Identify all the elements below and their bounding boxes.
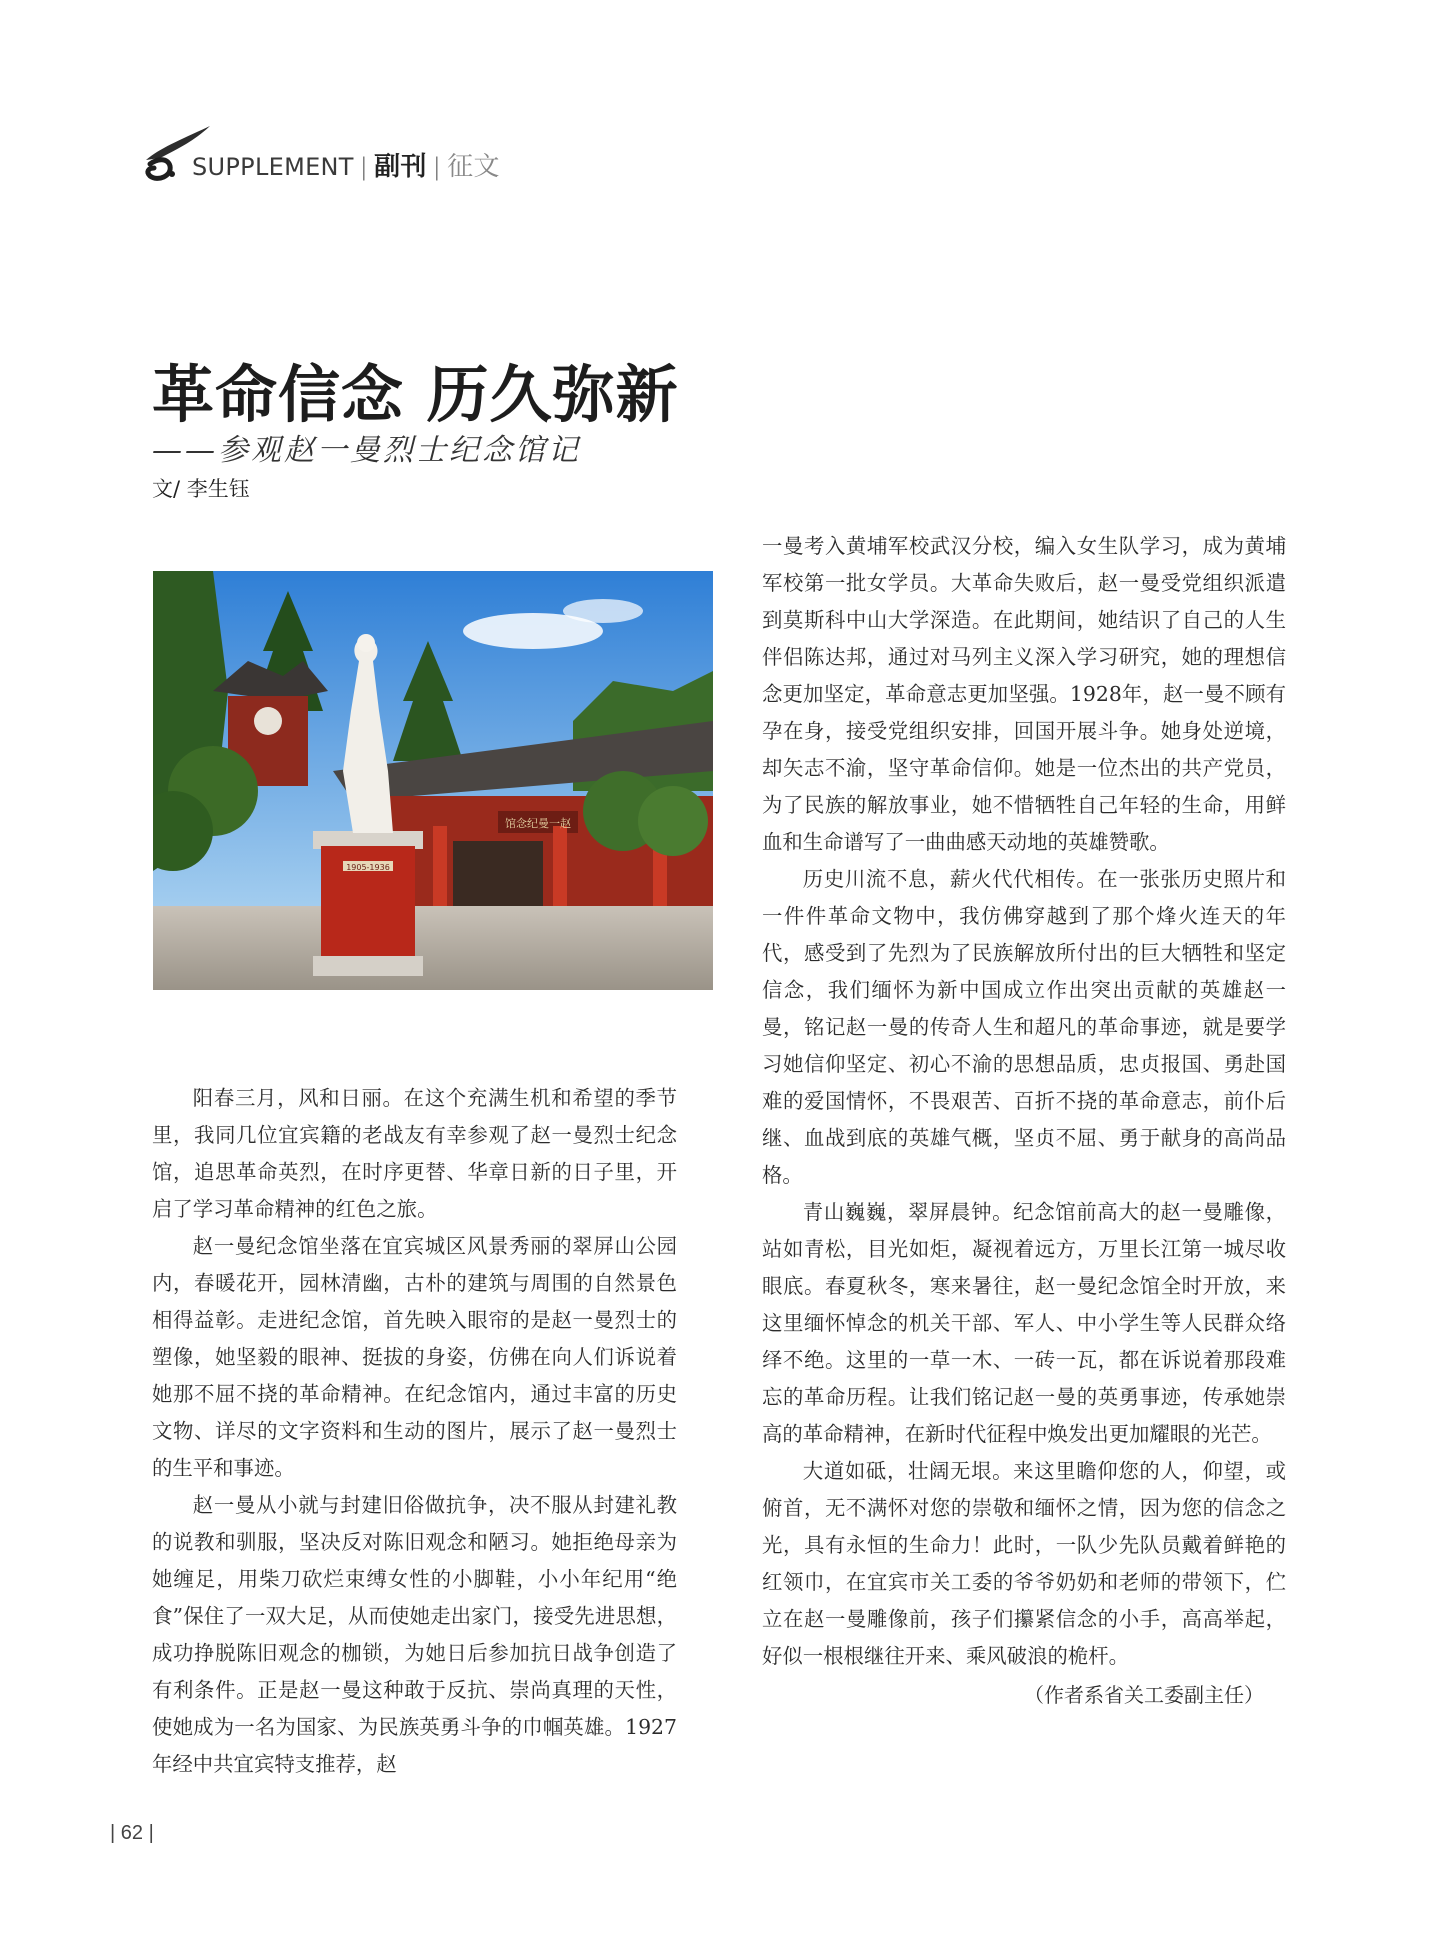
paragraph: 阳春三月，风和日丽。在这个充满生机和希望的季节里，我同几位宜宾籍的老战友有幸参观了赵一曼烈士纪念馆，追思革命英烈，在时序更替、华章日新的日子里，开启了学习革命精神的红色之旅。 <box>152 1086 677 1221</box>
right-column <box>762 528 1286 1714</box>
author-note: （作者系省关工委副主任） <box>1024 1683 1264 1707</box>
paragraph-continued: 一曼考入黄埔军校武汉分校，编入女生队学习，成为黄埔军校第一批女学员。大革命失败后，赵一曼受党组织派遣到莫斯科中山大学深造。在此期间，她结识了自己的人生伴侣陈达邦，通过对马列主义深入学习研究，她的理想信念更加坚定，革命意志更加坚强。1928年，赵一曼不顾有孕在身，接受党组织安排，回国开展斗争。她身处逆境，却矢志不渝，坚守革命信仰。她是一位杰出的共产党员，为了民族的解放事业，她不惜牺牲自己年轻的生命，用鲜血和生命谱写了一曲曲感天动地的英雄赞歌。 <box>762 534 1286 854</box>
section-header: SUPPLEMENT | 副刊 | 征文 <box>140 118 640 178</box>
left-column <box>152 1080 677 1783</box>
statue-plaque-text: 1905-1936 <box>346 863 390 872</box>
header-section-en: SUPPLEMENT <box>192 153 354 181</box>
memorial-photo <box>153 571 713 990</box>
header-section-cn: 副刊 <box>374 152 427 182</box>
page-number-value: 62 <box>120 1822 144 1844</box>
paragraph: 赵一曼纪念馆坐落在宜宾城区风景秀丽的翠屏山公园内，春暖花开，园林清幽，古朴的建筑与周围的自然景色相得益彰。走进纪念馆，首先映入眼帘的是赵一曼烈士的塑像，她坚毅的眼神、挺拔的身姿，仿佛在向人们诉说着她那不屈不挠的革命精神。在纪念馆内，通过丰富的历史文物、详尽的文字资料和生动的图片，展示了赵一曼烈士的生平和事迹。 <box>152 1234 677 1480</box>
hall-sign-text: 馆念纪曼一赵 <box>505 817 571 830</box>
page-number: | 62 | <box>110 1822 154 1844</box>
paragraph: 历史川流不息，薪火代代相传。在一张张历史照片和一件件革命文物中，我仿佛穿越到了那个烽火连天的年代，感受到了先烈为了民族解放所付出的巨大牺牲和坚定信念，我们缅怀为新中国成立作出突出贡献的英雄赵一曼，铭记赵一曼的传奇人生和超凡的革命事迹，就是要学习她信仰坚定、初心不渝的思想品质，忠贞报国、勇赴国难的爱国情怀，不畏艰苦、百折不挠的革命意志，前仆后继、血战到底的英雄气概，坚贞不屈、勇于献身的高尚品格。 <box>762 867 1286 1187</box>
header-subsection: 征文 <box>447 152 500 182</box>
article-subtitle: ——参观赵一曼烈士纪念馆记 <box>152 433 581 468</box>
paragraph: 青山巍巍，翠屏晨钟。纪念馆前高大的赵一曼雕像，站如青松，目光如炬，凝视着远方，万里长江第一城尽收眼底。春夏秋冬，寒来暑往，赵一曼纪念馆全时开放，来这里缅怀悼念的机关干部、军人、中小学生等人民群众络绎不绝。这里的一草一木、一砖一瓦，都在诉说着那段难忘的革命历程。让我们铭记赵一曼的英勇事迹，传承她崇高的革命精神，在新时代征程中焕发出更加耀眼的光芒。 <box>762 1200 1286 1446</box>
article-byline: 文/ 李生钰 <box>152 477 250 501</box>
paragraph: 大道如砥，壮阔无垠。来这里瞻仰您的人，仰望，或俯首，无不满怀对您的崇敬和缅怀之情，因为您的信念之光，具有永恒的生命力！此时，一队少先队员戴着鲜艳的红领巾，在宜宾市关工委的爷爷奶奶和老师的带领下，伫立在赵一曼雕像前，孩子们攥紧信念的小手，高高举起，好似一根根继往开来、乘风破浪的桅杆。 <box>762 1459 1286 1668</box>
article-title: 革命信念 历久弥新 <box>152 358 679 431</box>
paragraph: 赵一曼从小就与封建旧俗做抗争，决不服从封建礼教的说教和驯服，坚决反对陈旧观念和陋习。她拒绝母亲为她缠足，用柴刀砍烂束缚女性的小脚鞋，小小年纪用“绝食”保住了一双大足，从而使她走出家门，接受先进思想，成功挣脱陈旧观念的枷锁，为她日后参加抗日战争创造了有利条件。正是赵一曼这种敢于反抗、崇尚真理的天性，使她成为一名为国家、为民族英勇斗争的巾帼英雄。1927年经中共宜宾特支推荐，赵 <box>152 1493 677 1776</box>
